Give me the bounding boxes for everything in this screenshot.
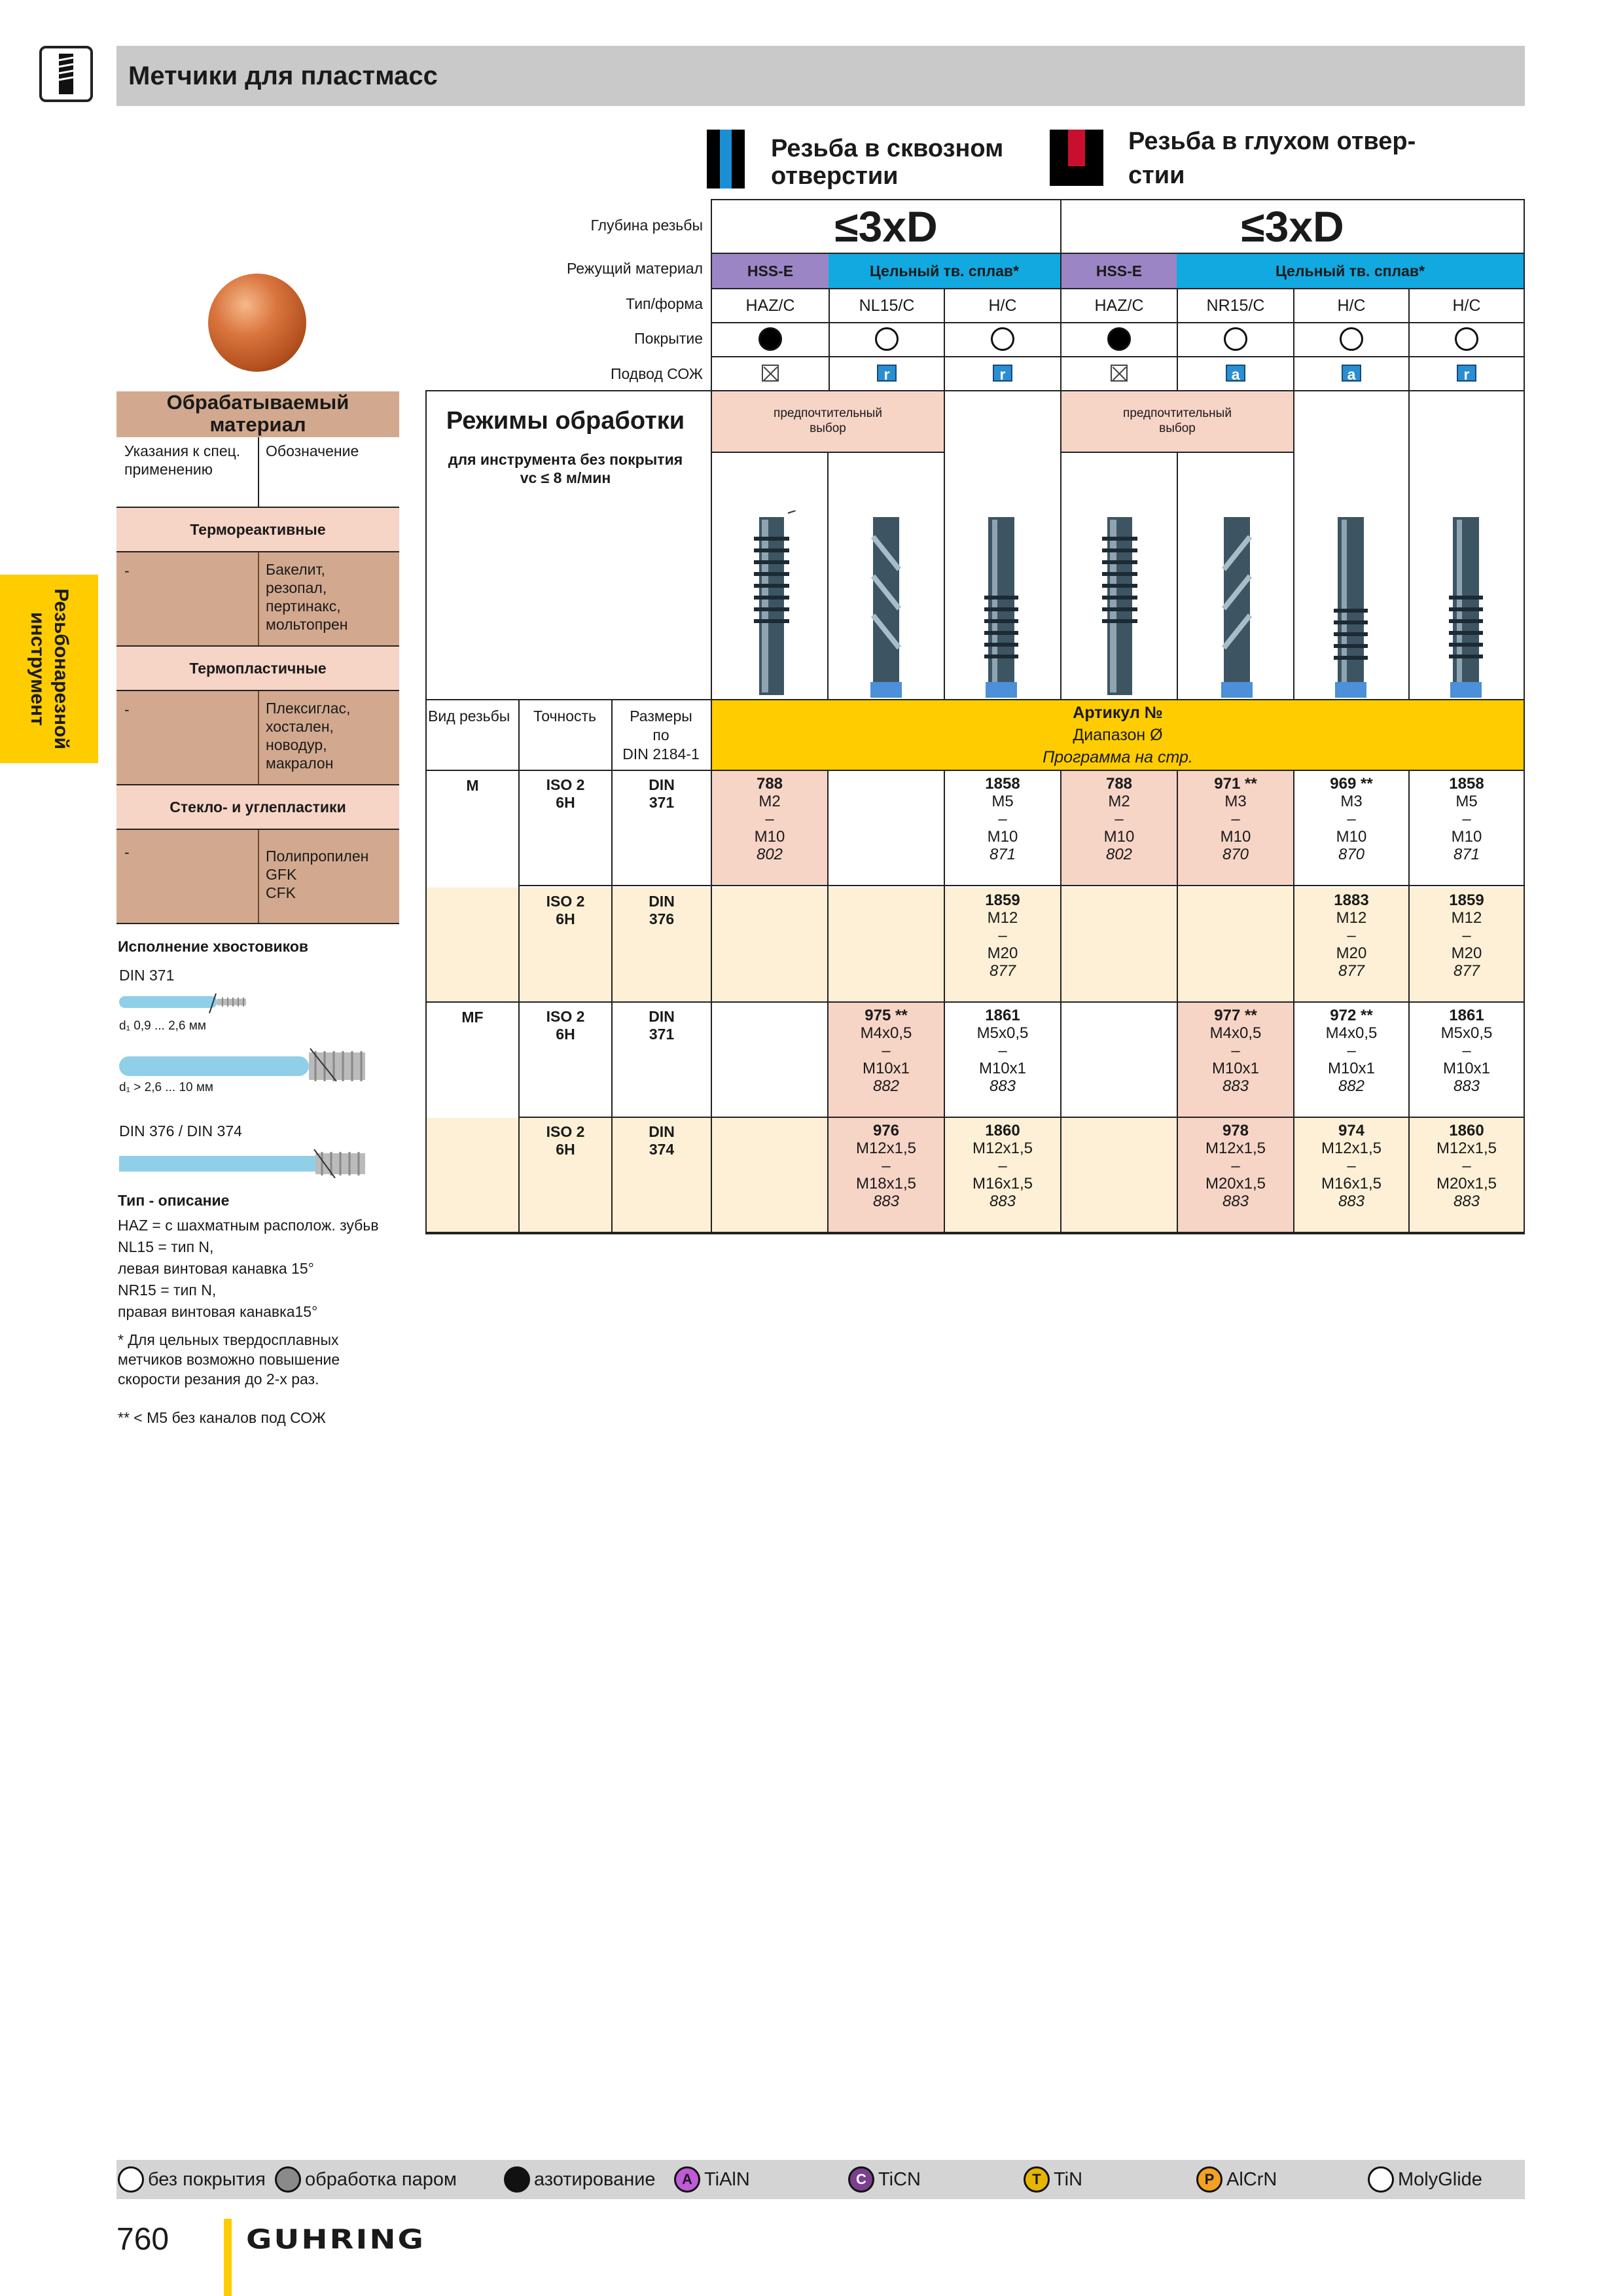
shank-din376-374: DIN 376 / DIN 374 (119, 1122, 242, 1139)
article-header: Артикул № Диапазон Ø Программа на стр. (1043, 704, 1193, 766)
article-cell: 971 ** M3 – M10 870 (1214, 775, 1257, 863)
article-cell: 788 M2 – M10 802 (754, 775, 785, 863)
row-label-coolant: Подвод СОЖ (610, 365, 703, 382)
row-label-type: Тип/форма (626, 295, 703, 312)
shank-din371: DIN 371 (119, 967, 175, 984)
coating-uncoated-icon (1340, 327, 1363, 351)
page-title: Метчики для пластмасс (128, 62, 438, 90)
col2-type: NL15/C (859, 296, 915, 315)
row-label-coating: Покрытие (634, 330, 703, 347)
material-section-composites: Стекло- и углепластики (116, 785, 399, 829)
material-hsse-2: HSS-E (1061, 254, 1177, 288)
article-cell: 1883 M12 – M20 877 (1334, 891, 1369, 980)
type-desc-lines: HAZ = с шахматным располож. зубьв NL15 = тип N, левая винтовая канавка 15° NR15 = тип N, правая винтовая канавка15° (118, 1217, 379, 1320)
depth-blind: ≤3xD (1241, 202, 1344, 251)
radial-coolant-icon: r (1457, 365, 1476, 382)
accuracy-class: ISO 2 6H (546, 1008, 585, 1043)
article-cell: 788 M2 – M10 802 (1103, 775, 1135, 863)
article-cell: 978 M12x1,5 – M20x1,5 883 (1205, 1122, 1266, 1210)
accuracy-class: ISO 2 6H (546, 776, 585, 811)
material-sphere-image (208, 274, 306, 372)
col1-type: HAZ/C (745, 296, 795, 315)
legend-item (1196, 2163, 1277, 2196)
din-standard: DIN 371 (649, 776, 675, 811)
shank-title: Исполнение хвостовиков (118, 938, 309, 955)
coating-black-icon (504, 2166, 530, 2193)
legend-label: без покрытия (148, 2168, 266, 2190)
brand-logo: GUHRING (246, 2224, 425, 2255)
material-col-designation: Обозначение (266, 442, 359, 459)
shank-large-diagram (119, 1047, 381, 1083)
through-hole-icon (707, 130, 745, 188)
tap-image-h-blind-2 (1427, 511, 1505, 700)
legend-label: TiN (1054, 2168, 1083, 2190)
article-cell: 1859 M12 – M20 877 (985, 891, 1020, 980)
coating-uncoated-icon (1224, 327, 1247, 351)
din-standard: DIN 371 (649, 1008, 675, 1043)
type-desc-note1: * Для цельных твердосплавных метчиков возможно повышение скорости резания до 2-х раз. (118, 1331, 340, 1388)
coating-grey-icon (275, 2166, 301, 2193)
row-label-depth: Глубина резьбы (590, 217, 703, 234)
coating-nitrided-icon (1107, 327, 1131, 351)
material-panel-title: Обрабатываемый материал (166, 391, 349, 436)
article-cell: 1858 M5 – M10 871 (985, 775, 1020, 863)
no-coolant-icon (1111, 365, 1128, 382)
row-label-material: Режущий материал (566, 260, 703, 277)
article-cell: 969 ** M3 – M10 870 (1330, 775, 1373, 863)
article-cell: 1861 M5x0,5 – M10x1 883 (976, 1007, 1029, 1095)
modes-subtitle: для инструмента без покрытия vc ≤ 8 м/мин (448, 451, 683, 486)
article-cell: 975 ** M4x0,5 – M10x1 882 (860, 1007, 912, 1095)
col3-type: H/C (988, 296, 1017, 315)
coating-purple-icon: C (848, 2166, 874, 2193)
group-title-blind: Резьба в глухом отвер- стии (1128, 128, 1416, 189)
th-accuracy: Точность (533, 708, 597, 725)
type-desc-title: Тип - описание (118, 1192, 230, 1209)
coating-open-icon (118, 2166, 144, 2193)
article-cell: 1858 M5 – M10 871 (1449, 775, 1484, 863)
article-cell: 1859 M12 – M20 877 (1449, 891, 1484, 980)
coating-orange-icon: P (1196, 2166, 1222, 2193)
th-size: Размеры по DIN 2184-1 (622, 708, 700, 762)
accuracy-class: ISO 2 6H (546, 893, 585, 927)
legend-item (118, 2163, 266, 2196)
shank-small-diagram (119, 992, 263, 1016)
radial-coolant-icon: r (993, 365, 1012, 382)
coating-violet-icon: A (674, 2166, 700, 2193)
legend-label: TiCN (878, 2168, 921, 2190)
thread-type: M (466, 777, 479, 794)
page-number: 760 (116, 2222, 169, 2257)
material-note: - (124, 844, 130, 861)
tap-image-nr15 (1198, 511, 1276, 700)
article-cell: 974 M12x1,5 – M16x1,5 883 (1321, 1122, 1382, 1210)
material-section-thermoset: Термореактивные (116, 508, 399, 551)
legend-item (1024, 2163, 1082, 2196)
legend-label: обработка паром (305, 2168, 457, 2190)
material-carbide-1: Цельный тв. сплав* (829, 254, 1060, 288)
coating-uncoated-icon (1455, 327, 1478, 351)
legend-item (1368, 2163, 1482, 2196)
tap-image-haz-through (736, 511, 808, 700)
material-note: - (124, 562, 130, 579)
axial-coolant-icon: a (1342, 365, 1361, 382)
axial-coolant-icon: a (1226, 365, 1245, 382)
col6-type: H/C (1337, 296, 1366, 315)
accuracy-class: ISO 2 6H (546, 1123, 585, 1158)
legend-item (275, 2163, 457, 2196)
legend-item (504, 2163, 656, 2196)
group-title-through: Резьба в сквозном отверстии (771, 135, 1004, 190)
legend-label: MolyGlide (1398, 2168, 1482, 2190)
tap-image-nl15 (847, 511, 925, 700)
radial-coolant-icon: r (877, 365, 897, 382)
material-items-composites: Полипропилен GFK CFK (266, 848, 369, 901)
blind-hole-icon (1050, 130, 1103, 186)
article-cell: 976 M12x1,5 – M18x1,5 883 (855, 1122, 917, 1210)
depth-through: ≤3xD (834, 202, 938, 251)
coating-nitrided-icon (758, 327, 782, 351)
modes-title: Режимы обработки (446, 407, 685, 435)
col4-type: HAZ/C (1094, 296, 1144, 315)
footer-divider (224, 2219, 232, 2296)
col5-type: NR15/C (1206, 296, 1265, 315)
material-note: - (124, 701, 130, 718)
article-cell: 1860 M12x1,5 – M20x1,5 883 (1436, 1122, 1497, 1210)
col7-type: H/C (1452, 296, 1481, 315)
shank-caption-small: d₁ 0,9 ... 2,6 мм (119, 1019, 206, 1033)
legend-label: TiAlN (704, 2168, 750, 2190)
coating-uncoated-icon (991, 327, 1014, 351)
thread-type: MF (461, 1009, 484, 1026)
type-desc-note2: ** < M5 без каналов под СОЖ (118, 1409, 326, 1426)
legend-item (674, 2163, 750, 2196)
legend-item (848, 2163, 921, 2196)
article-cell: 977 ** M4x0,5 – M10x1 883 (1209, 1007, 1262, 1095)
tap-image-h-through (962, 511, 1041, 700)
material-carbide-2: Цельный тв. сплав* (1177, 254, 1524, 288)
material-hsse-1: HSS-E (712, 254, 829, 288)
coating-gold-icon: T (1024, 2166, 1050, 2193)
tap-image-haz-blind (1084, 511, 1156, 700)
tap-image-h-blind-1 (1311, 511, 1390, 700)
shank-caption-large: d₁ > 2,6 ... 10 мм (119, 1081, 213, 1094)
tap-thumbnail-icon (39, 46, 93, 102)
no-coolant-icon (762, 365, 779, 382)
material-items-thermoset: Бакелит, резопал, пертинакс, мольтопрен (266, 561, 348, 633)
legend-label: AlCrN (1226, 2168, 1277, 2190)
legend-label: азотирование (534, 2168, 656, 2190)
material-items-thermoplastic: Плексиглас, хостален, новодур, макралон (266, 700, 351, 772)
coating-moly-icon (1368, 2166, 1394, 2193)
din-standard: DIN 376 (649, 893, 675, 927)
material-section-thermoplastic: Термопластичные (116, 647, 399, 690)
shank-din376-diagram (119, 1149, 381, 1178)
th-thread-type: Вид резьбы (428, 708, 510, 725)
article-cell: 1860 M12x1,5 – M16x1,5 883 (972, 1122, 1033, 1210)
material-col-hints: Указания к спец. применению (124, 442, 241, 478)
coating-uncoated-icon (875, 327, 899, 351)
article-cell: 972 ** M4x0,5 – M10x1 882 (1325, 1007, 1378, 1095)
article-cell: 1861 M5x0,5 – M10x1 883 (1440, 1007, 1493, 1095)
din-standard: DIN 374 (649, 1123, 675, 1158)
